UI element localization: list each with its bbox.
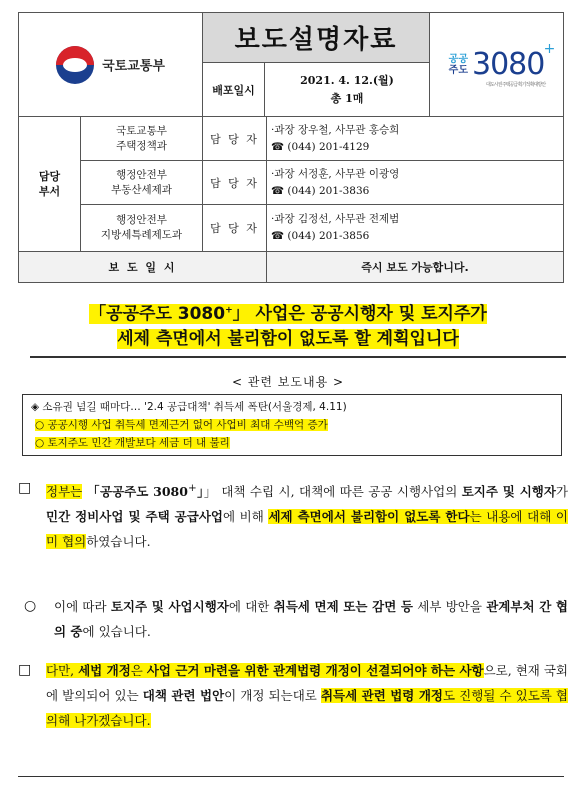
headline-sup: + [225,305,233,315]
text-run: 가 [555,484,568,500]
text-run: 하였습니다. [86,534,151,550]
text-run: 에 있습니다. [82,624,151,639]
department-section [19,117,563,252]
text-run: 는 내용에 대해 이미 [46,509,568,550]
text-run: 으로, 현재 국회에 발의되어 있는 [46,663,568,703]
text-run: 세제 측면에서 불리함이 없도록 한다 [268,509,470,525]
department-contact-cell [267,161,563,204]
square-bullet-icon: □ [18,662,32,678]
brand-small-text [449,54,468,76]
text-run: 협의 [62,534,87,550]
text-run: 토지주 및 사업시행자 [110,599,229,614]
department-role: 담 당 자 [203,161,267,204]
department-name-cell [81,117,203,160]
press-header-table [18,12,564,283]
government-emblem-icon [56,46,94,84]
department-row [81,117,563,161]
text-run: 도 진행될 수 있도록 협의해 나가겠습니다. [46,688,569,728]
release-time-label: 보 도 일 시 [19,252,267,282]
department-people: ·과장 장우철, 사무관 홍승희 [271,123,400,136]
department-name-cell [81,161,203,204]
square-bullet-icon: □ [18,480,32,496]
document-type-box [203,13,429,63]
distribution-date-row [203,63,429,116]
ministry-logo-cell [19,13,203,116]
related-news-sub1-row [31,416,553,434]
department-people: ·과장 서정훈, 사무관 이광영 [271,167,400,180]
department-contact-cell [267,205,563,251]
text-run: 대책 관련 법안 [142,688,225,703]
text-run: 취득세 면제 또는 감면 등 [273,599,414,614]
department-contact-cell [267,117,563,160]
department-phone: ☎ (044) 201-4129 [271,140,370,153]
department-row [81,161,563,205]
document-type-title: 보도설명자료 [234,25,398,55]
department-label-line1: 담당 [38,170,61,183]
text-run: 이 개정 되는대로 [224,688,321,703]
text-run: 민간 정비사업 및 주택 공급사업 [46,509,223,525]
text-run: 은 [130,663,147,678]
department-org: 행정안전부 [116,168,167,181]
text-run: 관계부처 간 협의 중 [54,599,568,639]
related-news-sub1: ○ 공공시행 사업 취득세 면제근거 없어 사업비 최대 수백억 증가 [35,419,328,431]
text-run: 토지주 및 시행자 [461,484,556,500]
paragraph-text [18,658,568,733]
department-role: 담 당 자 [203,117,267,160]
headline-divider [30,356,566,358]
header-top-row [19,13,563,117]
brand-number-text: 3080 [471,47,545,82]
text-run: 취득세 관련 법령 개정 [320,688,443,703]
headline-line1-a: 「공공주도 3080 [89,303,226,324]
headline-line1-b: 」 사업은 공공시행자 및 토지주가 [232,303,487,324]
brand-subtitle: 대도시권 주택공급 획기적 확대방안 [485,82,546,88]
body-paragraph-2 [24,594,568,644]
department-org: 행정안전부 [116,214,167,226]
page-count: 총 1매 [330,91,364,105]
department-label [19,117,81,251]
distribution-date-value-cell [265,63,429,116]
body-paragraph-1 [18,476,568,554]
release-time-value: 즉시 보도 가능합니다. [361,261,469,274]
text-run: + [187,482,197,494]
ministry-name: 국토교통부 [102,59,165,74]
related-news-title: < 관련 보도내용 > [231,375,345,389]
brand-plus: + [543,41,555,57]
text-run: 사업 근거 마련을 위한 관계법령 개정이 선결되어야 하는 사항 [146,663,484,678]
department-org: 국토교통부 [116,124,167,137]
related-news-sub2: ○ 토지주도 민간 개발보다 세금 더 내 불리 [35,437,230,449]
text-run: 이에 따라 [54,599,111,614]
brand-small-line2: 주도 [448,64,468,76]
related-news-sub2-row [31,434,553,452]
distribution-date: 2021. 4. 12.(월) [300,73,394,87]
paragraph-text [24,594,568,644]
department-unit: 주택정책과 [116,139,167,152]
department-phone: ☎ (044) 201-3836 [271,184,370,197]
related-news-main: ◈ 소유권 넘길 때마다… '2.4 공급대책' 취득세 폭탄(서울경제, 4.11) [31,401,347,413]
text-run: 「공공주도 3080 [82,484,188,500]
headline-line2 [0,327,576,352]
department-name-cell [81,205,203,251]
department-people: ·과장 김정선, 사무관 전제범 [271,213,400,225]
circle-bullet-icon: ○ [24,598,37,614]
distribution-date-label: 배포일시 [203,63,265,116]
text-run: 에 대한 [228,599,274,614]
paragraph-text: 정부는 「공공주도 3080+」」 대책 수립 시, 대책에 따른 공공 시행사업의 토지주 및 시행자가 민간 정비사업 및 주택 공급사업에 비해 세제 측면에서 불리함이 없도록 한다는 내용에 대해 이미 협의하였습니다. [46,482,568,550]
release-time-row [19,252,563,282]
headline-line1 [0,298,576,327]
header-middle-cell [203,13,429,116]
policy-brand-logo [429,13,563,116]
text-run: 정부는 [46,484,83,500]
text-run: 」 대책 수립 시, 대책에 따른 공공 시행사업의 [203,484,462,500]
department-label-line2: 부서 [38,185,61,198]
department-unit: 지방세특례제도과 [100,229,183,241]
brand-small-line1: 공공 [448,53,468,65]
text-run: 세부 방안을 [413,599,487,614]
text-run: 다만, [46,663,79,678]
department-role: 담 당 자 [203,205,267,251]
department-unit: 부동산세제과 [111,183,172,196]
department-row [81,205,563,251]
brand-number [471,41,555,88]
text-run: 에 비해 [222,509,269,525]
department-phone: ☎ (044) 201-3856 [271,230,370,242]
footer-divider [18,776,564,777]
department-rows [81,117,563,251]
body-paragraph-3 [18,658,568,733]
headline [0,298,576,352]
headline-line2-text: 세제 측면에서 불리함이 없도록 할 계획입니다 [117,328,459,349]
text-run: 세법 개정 [78,663,131,678]
related-news-box [22,394,562,456]
